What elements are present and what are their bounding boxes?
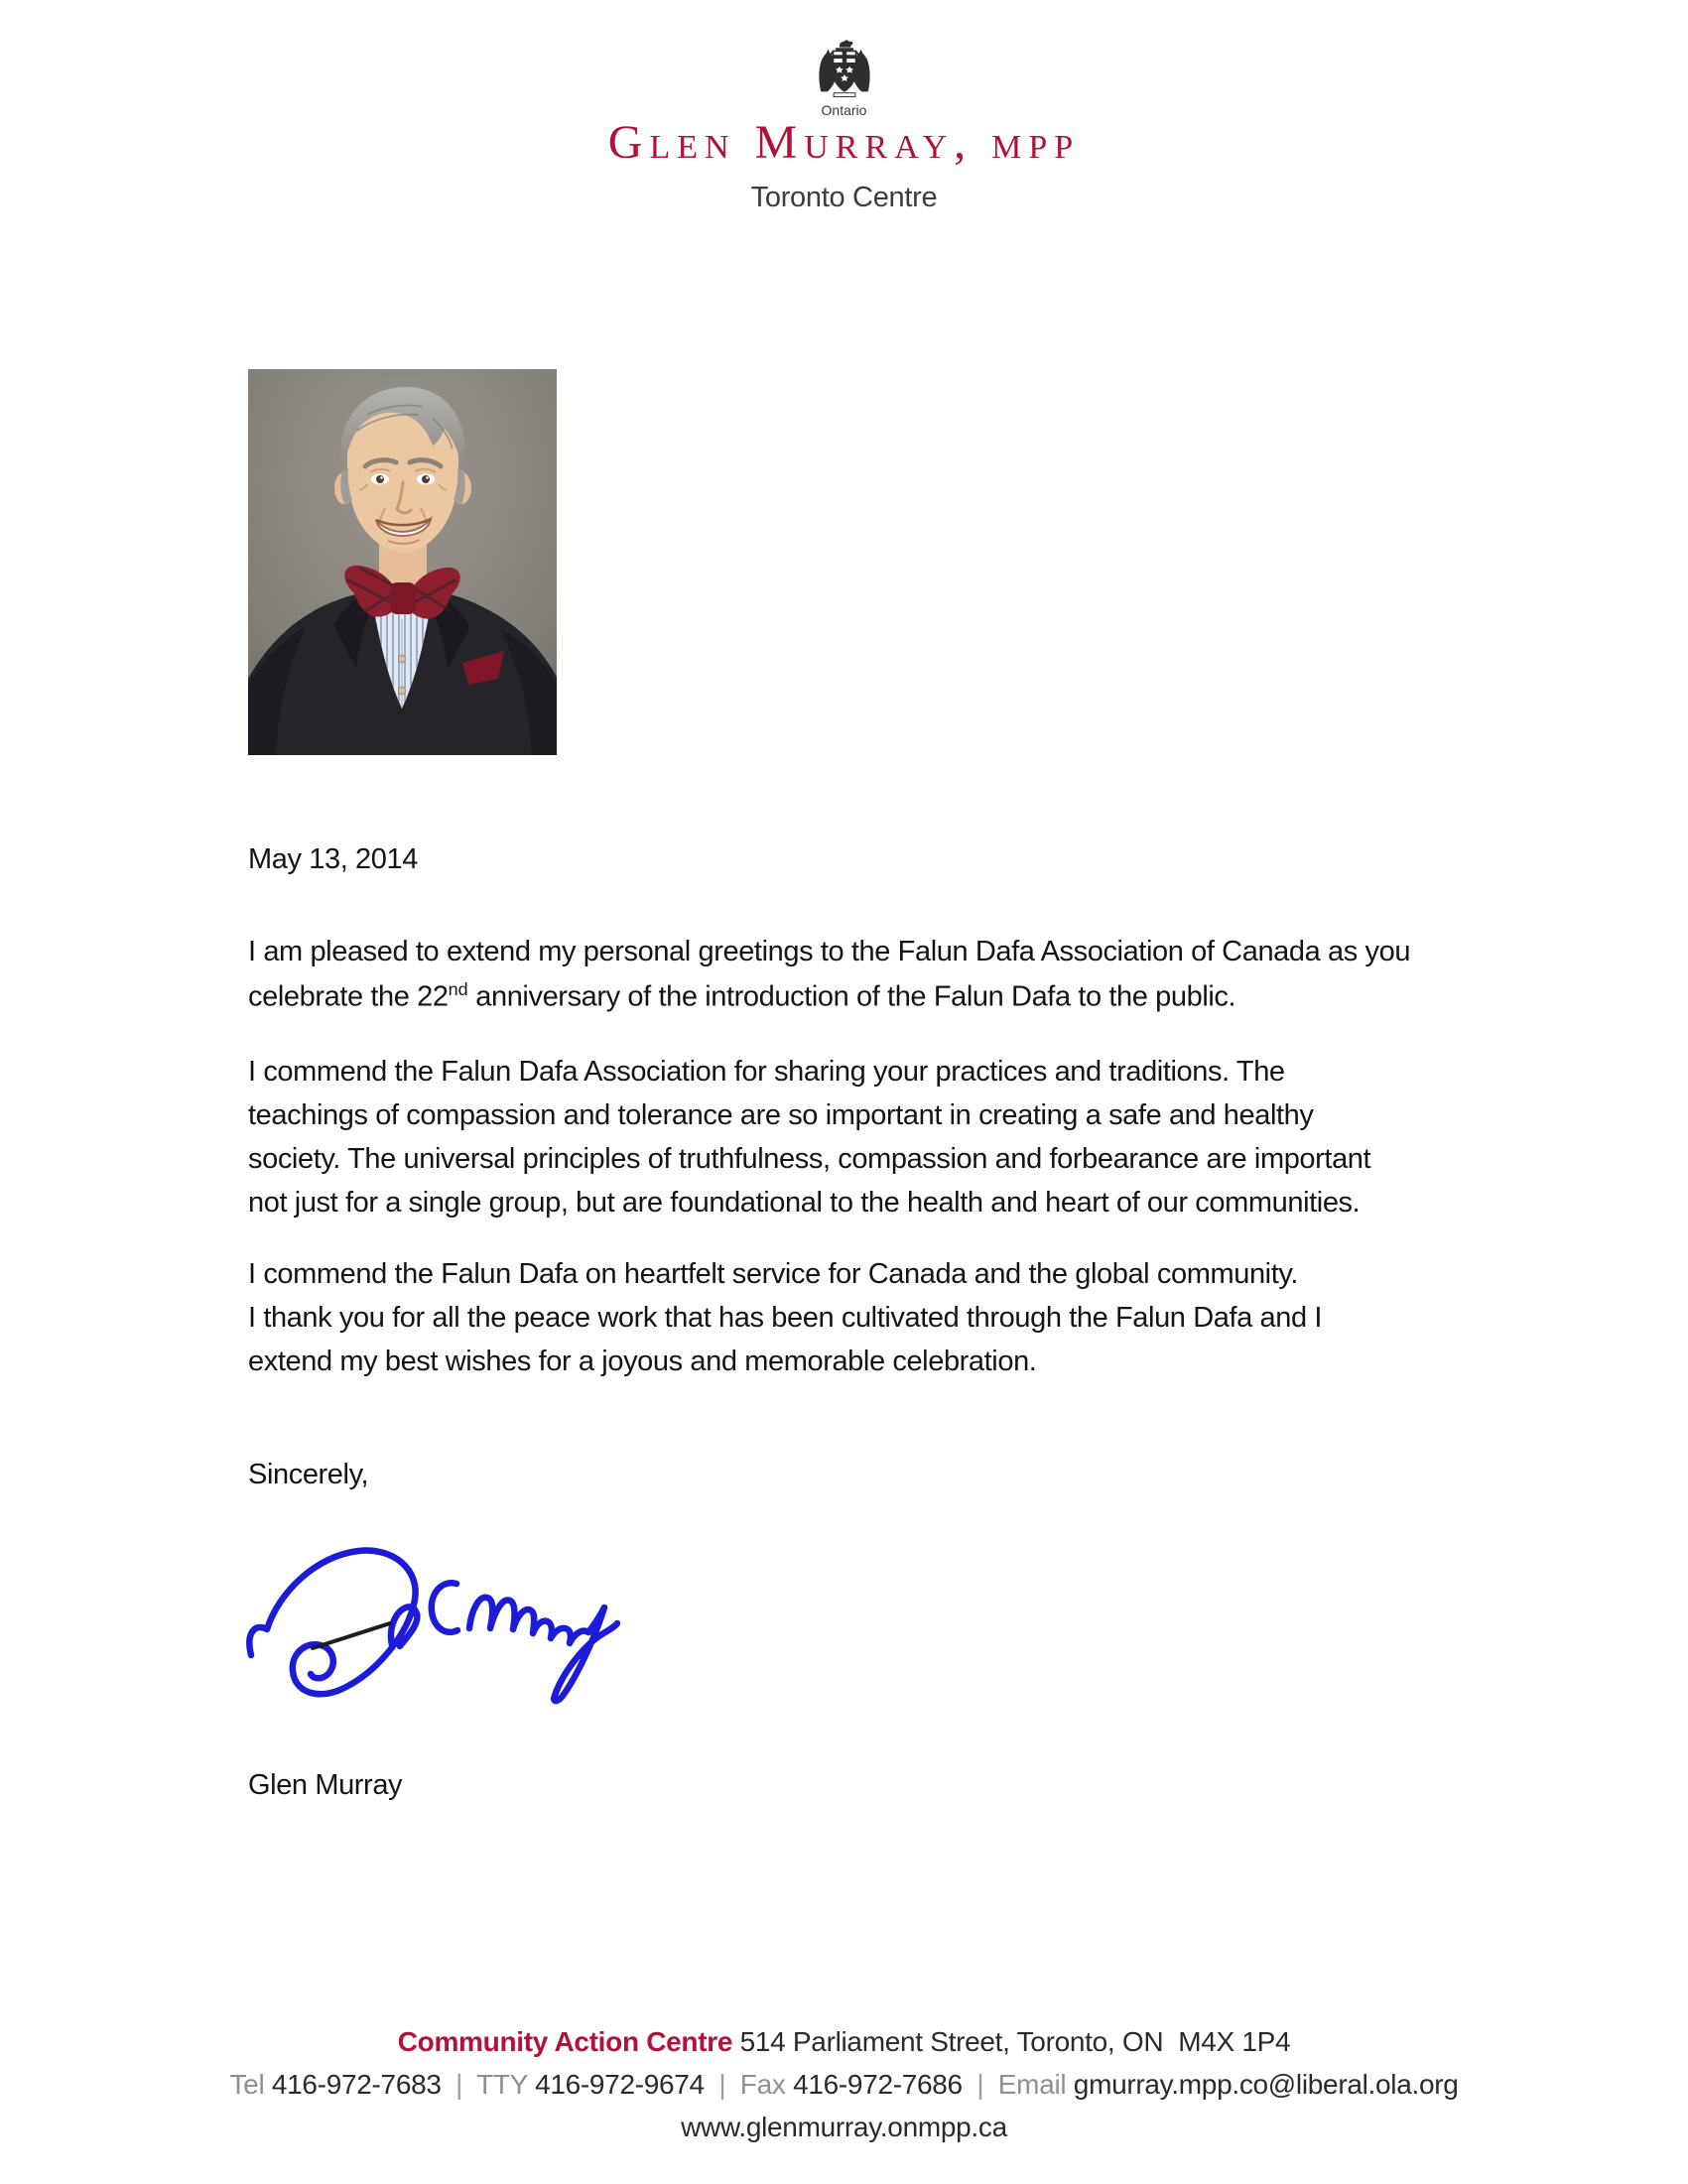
email-address: gmurray.mpp.co@liberal.ola.org — [1073, 2069, 1459, 2100]
closing-text: Sincerely, — [248, 1459, 369, 1490]
footer-address: 514 Parliament Street, Toronto, ON M4X 1P4 — [739, 2026, 1291, 2057]
date-text: May 13, 2014 — [248, 843, 418, 875]
letterhead — [0, 38, 1688, 118]
footer-website-row — [0, 2106, 1688, 2148]
fax-label: Fax — [739, 2069, 786, 2100]
footer-address-row — [0, 2020, 1688, 2063]
signer-text: Glen Murray — [248, 1769, 403, 1801]
paragraph-greeting — [248, 936, 1410, 1023]
footer-contacts-row — [0, 2063, 1688, 2106]
paragraph-line: I am pleased to extend my personal greetings to the Falun Dafa Association of Canada as you — [248, 936, 1411, 967]
signer-name — [248, 1769, 402, 1813]
separator: | — [455, 2069, 463, 2100]
paragraph-best-wishes — [248, 1258, 1322, 1389]
letter-date — [248, 843, 418, 887]
text-segment: celebrate the 22 — [248, 980, 449, 1013]
paragraph-commend-association — [248, 1056, 1370, 1230]
signature — [243, 1536, 620, 1705]
email-label: Email — [997, 2069, 1067, 2100]
paragraph-line: society. The universal principles of truthfulness, compassion and forbearance are important — [248, 1143, 1371, 1175]
letterhead-name: Glen Murray, mpp — [607, 116, 1081, 169]
footer-office-name: Community Action Centre — [397, 2026, 733, 2057]
closing-salutation — [248, 1459, 368, 1502]
website-url: www.glenmurray.onmpp.ca — [681, 2112, 1007, 2142]
text-segment: anniversary of the introduction of the Falun Dafa to the public. — [467, 980, 1236, 1013]
tel-number: 416-972-7683 — [271, 2069, 442, 2100]
fax-number: 416-972-7686 — [793, 2069, 963, 2100]
paragraph-line: I commend the Falun Dafa on heartfelt service for Canada and the global community. — [248, 1258, 1298, 1290]
paragraph-line: I thank you for all the peace work that has been cultivated through the Falun Dafa and I — [248, 1302, 1323, 1334]
tty-label: TTY — [476, 2069, 528, 2100]
paragraph-line: extend my best wishes for a joyous and memorable celebration. — [248, 1346, 1037, 1377]
paragraph-line: I commend the Falun Dafa Association for sharing your practices and traditions. The — [248, 1056, 1285, 1088]
tty-number: 416-972-9674 — [535, 2069, 705, 2100]
footer — [0, 2020, 1688, 2148]
tel-label: Tel — [229, 2069, 265, 2100]
paragraph-line: not just for a single group, but are foundational to the health and heart of our communities. — [248, 1187, 1361, 1219]
separator: | — [976, 2069, 984, 2100]
paragraph-line — [248, 979, 1410, 1023]
letterhead-riding: Toronto Centre — [750, 182, 938, 213]
ontario-coat-of-arms-icon — [813, 38, 876, 101]
portrait-photo — [248, 369, 557, 755]
crest-caption: Ontario — [821, 102, 867, 118]
ordinal-superscript: nd — [448, 979, 468, 999]
paragraph-line: teachings of compassion and tolerance are so important in creating a safe and healthy — [248, 1099, 1314, 1131]
separator: | — [718, 2069, 726, 2100]
